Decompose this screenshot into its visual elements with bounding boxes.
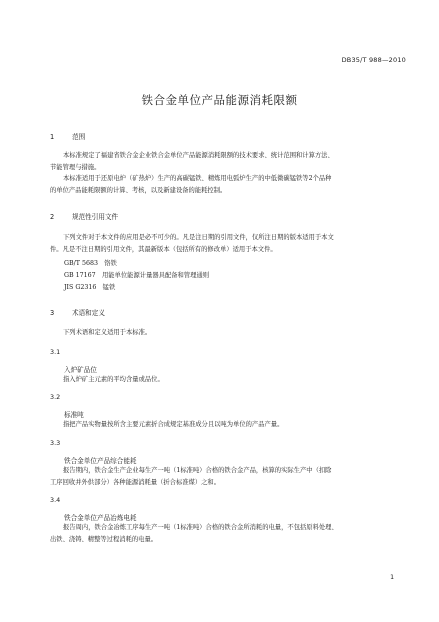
term-number: 3.2 bbox=[50, 393, 61, 401]
text-line: 本标准适用于还原电炉（矿热炉）生产的高碳锰铁、精炼用电弧炉生产的中低微碳锰铁等2个品种 bbox=[63, 175, 332, 182]
text-line: 的单位产品能耗限额的计算、考核，以及新建设备的能耗控制。 bbox=[50, 186, 227, 194]
standard-code: DB35/T 988—2010 bbox=[341, 56, 406, 64]
term-name: 铁合金单位产品冶炼电耗 bbox=[64, 514, 137, 522]
text-line: 出铁、浇铸、精整等过程消耗的电量。 bbox=[50, 535, 158, 543]
term-name: 标准吨 bbox=[64, 411, 84, 419]
text-line: 工序回收并外供部分）各种能源消耗量（折合标准煤）之和。 bbox=[50, 478, 221, 486]
term-definition bbox=[50, 465, 390, 488]
text-line: 件。凡是不注日期的引用文件，其最新版本（包括所有的修改单）适用于本文件。 bbox=[50, 245, 277, 253]
term-definition: 指入炉矿主元素的平均含量或品位。 bbox=[63, 376, 164, 383]
section-1-paragraph-2 bbox=[50, 173, 390, 196]
section-3-heading bbox=[50, 307, 105, 317]
text-line: 报告期内，铁合金生产企业每生产一吨（1标准吨）合格的铁合金产品，核算的实际生产中（扣除 bbox=[63, 467, 332, 474]
text-line: 节能管理与措施。 bbox=[50, 163, 101, 171]
document-title: 铁合金单位产品能源消耗限额 bbox=[141, 93, 298, 107]
term-definition bbox=[50, 522, 390, 545]
section-title: 范围 bbox=[72, 133, 86, 141]
term-name: 铁合金单位产品综合能耗 bbox=[64, 457, 137, 465]
text-line: 下列文件对于本文件的应用是必不可少的。凡是注日期的引用文件，仅所注日期的版本适用于本文 bbox=[63, 234, 334, 241]
section-number: 3 bbox=[50, 309, 55, 317]
term-number: 3.3 bbox=[50, 439, 61, 447]
section-2-heading bbox=[50, 211, 118, 221]
term-number: 3.1 bbox=[50, 348, 61, 356]
text-line: 报告周内，铁合金冶炼工序每生产一吨（1标准吨）合格的铁合金所消耗的电量，不包括原料处理、 bbox=[63, 524, 338, 531]
page-number: 1 bbox=[390, 574, 394, 581]
section-3-intro: 下列术语和定义适用于本标准。 bbox=[63, 329, 152, 336]
section-title: 术语和定义 bbox=[72, 309, 105, 317]
reference-item: GB 17167 用能单位能源计量器具配备和管理通则 bbox=[64, 272, 210, 279]
term-number: 3.4 bbox=[50, 496, 61, 504]
section-number: 2 bbox=[50, 213, 55, 221]
section-2-paragraph bbox=[50, 232, 390, 255]
term-definition: 指把产品实物量按所含主要元素折合成规定基准成分且以吨为单位的产品产量。 bbox=[63, 421, 284, 428]
section-1-heading bbox=[50, 131, 85, 141]
term-name: 入炉矿品位 bbox=[64, 366, 97, 374]
text-line: 本标准规定了福建省铁合金企业铁合金单位产品能源消耗限额的技术要求、统计范围和计算方法、 bbox=[63, 152, 334, 159]
reference-item: GB/T 5683 铬铁 bbox=[64, 260, 117, 267]
reference-item: JIS G2316 锰铁 bbox=[64, 284, 116, 291]
section-title: 规范性引用文件 bbox=[72, 213, 119, 221]
section-number: 1 bbox=[50, 133, 55, 141]
section-1-paragraph-1 bbox=[50, 150, 390, 173]
